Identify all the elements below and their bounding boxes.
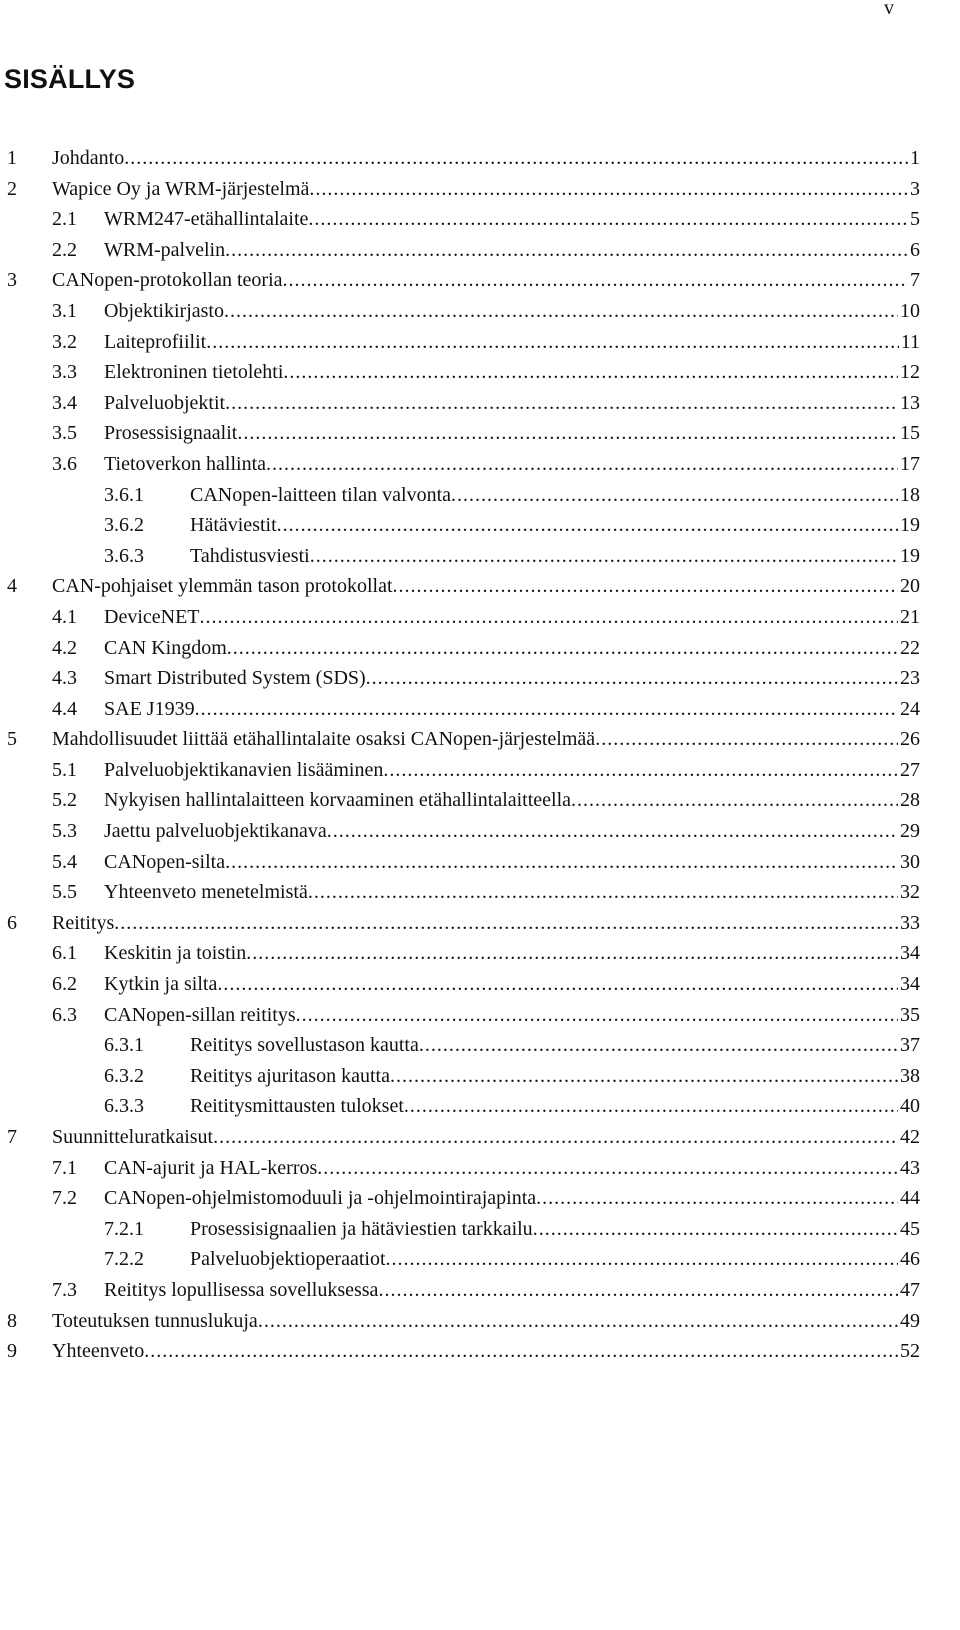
dot-leader bbox=[195, 694, 898, 725]
toc-entry-number: 4.2 bbox=[52, 636, 77, 659]
dot-leader bbox=[296, 1000, 898, 1031]
toc-entry-leader-line bbox=[190, 1214, 898, 1245]
toc-entry-number: 6.3 bbox=[52, 1003, 77, 1026]
toc-entry-number: 6 bbox=[7, 911, 17, 934]
dot-leader bbox=[393, 571, 899, 602]
toc-entry-number: 3.6.2 bbox=[104, 514, 144, 537]
toc-entry-leader-line bbox=[104, 388, 898, 419]
toc-entry[interactable] bbox=[0, 1244, 960, 1275]
toc-entry-leader-line bbox=[104, 449, 898, 480]
toc-entry-title: Nykyisen hallintalaitteen korvaaminen etähallintalaitteella bbox=[104, 789, 572, 812]
toc-entry-number: 6.3.3 bbox=[104, 1095, 144, 1118]
toc-entry-leader-line bbox=[52, 265, 908, 296]
dot-leader bbox=[225, 388, 898, 419]
toc-entry[interactable] bbox=[0, 1306, 960, 1337]
toc-entry[interactable] bbox=[0, 388, 960, 419]
toc-entry-title: Johdanto bbox=[52, 147, 125, 169]
dot-leader bbox=[309, 174, 908, 205]
dot-leader bbox=[451, 480, 898, 511]
dot-leader bbox=[225, 847, 898, 878]
toc-entry[interactable] bbox=[0, 327, 960, 358]
toc-entry-page-number: 7 bbox=[910, 269, 920, 292]
toc-entry[interactable] bbox=[0, 1000, 960, 1031]
toc-entry[interactable] bbox=[0, 1091, 960, 1122]
toc-entry-page-number: 37 bbox=[900, 1034, 920, 1057]
toc-entry-title: Objektikirjasto bbox=[104, 299, 224, 322]
toc-entry-title: Suunnitteluratkaisut bbox=[52, 1126, 214, 1148]
toc-entry-page-number: 15 bbox=[900, 422, 920, 445]
toc-entry-leader-line bbox=[104, 235, 908, 266]
toc-entry-leader-line bbox=[52, 1336, 898, 1367]
toc-entry[interactable] bbox=[0, 969, 960, 1000]
toc-entry-number: 5.1 bbox=[52, 758, 77, 781]
toc-entry-page-number: 3 bbox=[910, 177, 920, 200]
dot-leader bbox=[327, 816, 898, 847]
dot-leader bbox=[283, 357, 898, 388]
toc-entry[interactable] bbox=[0, 663, 960, 694]
toc-entry-leader-line bbox=[104, 1153, 898, 1184]
toc-entry-page-number: 33 bbox=[900, 911, 920, 934]
toc-entry-leader-line bbox=[104, 633, 898, 664]
toc-entry-page-number: 45 bbox=[900, 1217, 920, 1240]
toc-entry-number: 3.3 bbox=[52, 361, 77, 384]
toc-entry-leader-line bbox=[52, 571, 898, 602]
toc-entry-title: Reititys sovellustason kautta bbox=[190, 1034, 419, 1057]
toc-entry-leader-line bbox=[52, 143, 908, 174]
toc-entry-title: CAN-ajurit ja HAL-kerros bbox=[104, 1156, 318, 1179]
toc-entry-page-number: 44 bbox=[900, 1187, 920, 1210]
toc-entry-leader-line bbox=[104, 694, 898, 725]
toc-entry-leader-line bbox=[104, 938, 898, 969]
toc-entry-leader-line bbox=[104, 969, 898, 1000]
toc-entry-page-number: 34 bbox=[900, 942, 920, 965]
dot-leader bbox=[383, 755, 898, 786]
toc-entry[interactable] bbox=[0, 204, 960, 235]
toc-entry-title: Tahdistusviesti bbox=[190, 544, 310, 567]
toc-entry-leader-line bbox=[104, 296, 898, 327]
toc-entry[interactable] bbox=[0, 785, 960, 816]
toc-entry[interactable] bbox=[0, 1153, 960, 1184]
dot-leader bbox=[386, 1244, 899, 1275]
toc-entry-title: SAE J1939 bbox=[104, 697, 195, 720]
dot-leader bbox=[378, 1275, 898, 1306]
toc-entry-leader-line bbox=[104, 418, 898, 449]
toc-entry-page-number: 6 bbox=[910, 238, 920, 261]
toc-entry-leader-line bbox=[190, 510, 898, 541]
toc-entry[interactable] bbox=[0, 1183, 960, 1214]
toc-entry-page-number: 32 bbox=[900, 881, 920, 904]
toc-entry-page-number: 5 bbox=[910, 208, 920, 231]
toc-entry-title: Palveluobjektioperaatiot bbox=[190, 1248, 386, 1271]
toc-entry-page-number: 35 bbox=[900, 1003, 920, 1026]
toc-entry[interactable] bbox=[0, 877, 960, 908]
toc-entry-leader-line bbox=[52, 1122, 898, 1153]
toc-entry-page-number: 30 bbox=[900, 850, 920, 873]
toc-entry-title: CAN Kingdom bbox=[104, 636, 227, 659]
dot-leader bbox=[114, 908, 898, 939]
toc-entry[interactable] bbox=[0, 174, 960, 205]
toc-entry[interactable] bbox=[0, 265, 960, 296]
toc-entry-number: 1 bbox=[7, 147, 17, 169]
toc-entry-number: 6.3.2 bbox=[104, 1064, 144, 1087]
toc-entry-number: 3.5 bbox=[52, 422, 77, 445]
dot-leader bbox=[266, 449, 898, 480]
toc-entry-title: CANopen-laitteen tilan valvonta bbox=[190, 483, 452, 506]
toc-entry-leader-line bbox=[104, 602, 898, 633]
toc-entry-leader-line bbox=[104, 663, 898, 694]
toc-entry-number: 5.4 bbox=[52, 850, 77, 873]
toc-entry-title: Reititys lopullisessa sovelluksessa bbox=[104, 1278, 379, 1301]
toc-entry-page-number: 11 bbox=[900, 330, 920, 353]
toc-entry-page-number: 24 bbox=[900, 697, 920, 720]
toc-entry-title: CANopen-ohjelmistomoduuli ja -ohjelmointirajapinta bbox=[104, 1187, 537, 1210]
toc-entry-number: 9 bbox=[7, 1340, 17, 1363]
toc-entry-title: WRM-palvelin bbox=[104, 238, 226, 261]
toc-entry[interactable] bbox=[0, 1336, 960, 1367]
toc-entry-number: 7.2.2 bbox=[104, 1248, 144, 1271]
toc-entry-number: 3.6.1 bbox=[104, 483, 144, 506]
dot-leader bbox=[308, 877, 898, 908]
toc-entry-page-number: 12 bbox=[900, 361, 920, 384]
toc-entry-number: 8 bbox=[7, 1309, 17, 1332]
toc-entry-number: 6.2 bbox=[52, 973, 77, 996]
toc-entry[interactable] bbox=[0, 908, 960, 939]
toc-entry-title: Prosessisignaalit bbox=[104, 422, 238, 445]
toc-entry-page-number: 27 bbox=[900, 758, 920, 781]
toc-entry-title: Prosessisignaalien ja hätäviestien tarkkailu bbox=[190, 1217, 533, 1240]
toc-entry-number: 3.1 bbox=[52, 299, 77, 322]
toc-entry-page-number: 21 bbox=[900, 605, 920, 628]
toc-entry[interactable] bbox=[0, 1030, 960, 1061]
toc-entry[interactable] bbox=[0, 418, 960, 449]
toc-entry-number: 7 bbox=[7, 1126, 17, 1148]
dot-leader bbox=[258, 1306, 898, 1337]
toc-entry[interactable] bbox=[0, 816, 960, 847]
toc-entry-leader-line bbox=[52, 174, 908, 205]
toc-entry-page-number: 17 bbox=[900, 452, 920, 475]
toc-entry-number: 7.1 bbox=[52, 1156, 77, 1179]
toc-entry-leader-line bbox=[190, 541, 898, 572]
toc-entry-leader-line bbox=[104, 847, 898, 878]
toc-entry-page-number: 20 bbox=[900, 575, 920, 598]
toc-entry-page-number: 26 bbox=[900, 728, 920, 751]
toc-entry[interactable] bbox=[0, 633, 960, 664]
dot-leader bbox=[533, 1214, 898, 1245]
toc-entry[interactable] bbox=[0, 296, 960, 327]
toc-entry[interactable] bbox=[0, 1214, 960, 1245]
toc-entry-number: 7.2 bbox=[52, 1187, 77, 1210]
toc-entry-page-number: 43 bbox=[900, 1156, 920, 1179]
toc-entry[interactable] bbox=[0, 1275, 960, 1306]
toc-entry[interactable] bbox=[0, 571, 960, 602]
dot-leader bbox=[310, 541, 898, 572]
toc-entry-page-number: 49 bbox=[900, 1309, 920, 1332]
toc-entry[interactable] bbox=[0, 724, 960, 755]
toc-entry-page-number: 34 bbox=[900, 973, 920, 996]
toc-entry-number: 3.2 bbox=[52, 330, 77, 353]
dot-leader bbox=[595, 724, 898, 755]
dot-leader bbox=[571, 785, 898, 816]
dot-leader bbox=[277, 510, 898, 541]
toc-entry-number: 2.2 bbox=[52, 238, 77, 261]
toc-entry-number: 2.1 bbox=[52, 208, 77, 231]
toc-entry-leader-line bbox=[104, 204, 908, 235]
toc-entry-leader-line bbox=[190, 1030, 898, 1061]
page-number: v bbox=[884, 0, 894, 19]
toc-entry-title: Kytkin ja silta bbox=[104, 973, 218, 996]
toc-entry-page-number: 22 bbox=[900, 636, 920, 659]
toc-entry-title: Elektroninen tietolehti bbox=[104, 361, 284, 384]
toc-entry-title: WRM247-etähallintalaite bbox=[104, 208, 309, 231]
dot-leader bbox=[390, 1061, 898, 1092]
toc-entry-page-number: 46 bbox=[900, 1248, 920, 1271]
toc-entry-leader-line bbox=[190, 480, 898, 511]
dot-leader bbox=[200, 602, 898, 633]
toc-entry-title: Reititysmittausten tulokset bbox=[190, 1095, 404, 1118]
toc-entry-leader-line bbox=[104, 1000, 898, 1031]
toc-entry-number: 5 bbox=[7, 728, 17, 751]
toc-entry[interactable] bbox=[0, 143, 960, 174]
dot-leader bbox=[224, 296, 898, 327]
toc-entry-title: Toteutuksen tunnuslukuja bbox=[52, 1309, 258, 1332]
dot-leader bbox=[225, 235, 908, 266]
toc-entry-title: CAN-pohjaiset ylemmän tason protokollat bbox=[52, 575, 393, 598]
toc-entry-number: 4 bbox=[7, 575, 17, 598]
toc-entry-leader-line bbox=[104, 1275, 898, 1306]
dot-leader bbox=[308, 204, 908, 235]
toc-entry-title: Wapice Oy ja WRM-järjestelmä bbox=[52, 177, 310, 200]
toc-entry-page-number: 28 bbox=[900, 789, 920, 812]
toc-entry-number: 5.2 bbox=[52, 789, 77, 812]
toc-entry-leader-line bbox=[104, 1183, 898, 1214]
toc-entry-page-number: 1 bbox=[910, 147, 920, 169]
dot-leader bbox=[404, 1091, 898, 1122]
toc-entry[interactable] bbox=[0, 1122, 960, 1153]
toc-entry[interactable] bbox=[0, 938, 960, 969]
toc-entry-number: 2 bbox=[7, 177, 17, 200]
toc-entry[interactable] bbox=[0, 235, 960, 266]
toc-entry-number: 3.6.3 bbox=[104, 544, 144, 567]
toc-entry-leader-line bbox=[104, 357, 898, 388]
toc-entry[interactable] bbox=[0, 1061, 960, 1092]
table-of-contents bbox=[0, 143, 960, 1367]
toc-entry-page-number: 23 bbox=[900, 667, 920, 690]
dot-leader bbox=[124, 143, 908, 174]
toc-entry-number: 7.3 bbox=[52, 1278, 77, 1301]
toc-entry-leader-line bbox=[190, 1061, 898, 1092]
toc-entry-page-number: 13 bbox=[900, 391, 920, 414]
toc-entry[interactable] bbox=[0, 694, 960, 725]
toc-entry-title: Reititys ajuritason kautta bbox=[190, 1064, 390, 1087]
toc-entry-page-number: 19 bbox=[900, 544, 920, 567]
toc-entry-number: 4.4 bbox=[52, 697, 77, 720]
toc-entry-number: 6.3.1 bbox=[104, 1034, 144, 1057]
toc-entry-title: Keskitin ja toistin bbox=[104, 942, 247, 965]
toc-entry-title: Hätäviestit bbox=[190, 514, 277, 537]
dot-leader bbox=[536, 1183, 898, 1214]
toc-entry[interactable] bbox=[0, 449, 960, 480]
toc-entry-page-number: 19 bbox=[900, 514, 920, 537]
toc-entry-page-number: 42 bbox=[900, 1126, 920, 1148]
toc-entry[interactable] bbox=[0, 480, 960, 511]
toc-title: SISÄLLYS bbox=[4, 64, 136, 94]
toc-entry-title: CANopen-protokollan teoria bbox=[52, 269, 283, 292]
toc-entry-number: 4.1 bbox=[52, 605, 77, 628]
toc-entry-title: Jaettu palveluobjektikanava bbox=[104, 820, 327, 843]
dot-leader bbox=[206, 327, 899, 358]
dot-leader bbox=[217, 969, 898, 1000]
toc-entry-page-number: 40 bbox=[900, 1095, 920, 1118]
toc-entry-number: 5.3 bbox=[52, 820, 77, 843]
dot-leader bbox=[283, 265, 909, 296]
toc-entry-title: Reititys bbox=[52, 911, 115, 934]
toc-entry-leader-line bbox=[104, 816, 898, 847]
toc-entry-title: Yhteenveto menetelmistä bbox=[104, 881, 308, 904]
dot-leader bbox=[237, 418, 898, 449]
dot-leader bbox=[246, 938, 898, 969]
toc-entry-leader-line bbox=[190, 1091, 898, 1122]
toc-entry-title: Tietoverkon hallinta bbox=[104, 452, 267, 475]
toc-entry[interactable] bbox=[0, 847, 960, 878]
toc-entry[interactable] bbox=[0, 755, 960, 786]
dot-leader bbox=[317, 1153, 898, 1184]
toc-entry-title: Palveluobjektikanavien lisääminen bbox=[104, 758, 384, 781]
toc-entry-title: Mahdollisuudet liittää etähallintalaite osaksi CANopen-järjestelmää bbox=[52, 728, 596, 751]
toc-entry-page-number: 10 bbox=[900, 299, 920, 322]
toc-entry[interactable] bbox=[0, 602, 960, 633]
toc-entry-title: CANopen-silta bbox=[104, 850, 226, 873]
toc-entry-leader-line bbox=[190, 1244, 898, 1275]
toc-entry-page-number: 47 bbox=[900, 1278, 920, 1301]
toc-entry-title: Smart Distributed System (SDS) bbox=[104, 667, 366, 690]
toc-entry-leader-line bbox=[52, 1306, 898, 1337]
toc-entry-title: Palveluobjektit bbox=[104, 391, 226, 414]
toc-entry-leader-line bbox=[104, 785, 898, 816]
toc-entry-number: 5.5 bbox=[52, 881, 77, 904]
toc-entry-number: 3.4 bbox=[52, 391, 77, 414]
toc-entry-title: Laiteprofiilit bbox=[104, 330, 207, 353]
toc-entry-number: 7.2.1 bbox=[104, 1217, 144, 1240]
toc-entry-number: 3.6 bbox=[52, 452, 77, 475]
toc-entry-number: 4.3 bbox=[52, 667, 77, 690]
dot-leader bbox=[227, 633, 898, 664]
toc-entry-title: DeviceNET bbox=[104, 605, 200, 628]
dot-leader bbox=[366, 663, 898, 694]
toc-entry-leader-line bbox=[52, 908, 898, 939]
toc-entry-leader-line bbox=[104, 327, 899, 358]
toc-entry[interactable] bbox=[0, 510, 960, 541]
toc-entry-leader-line bbox=[104, 755, 898, 786]
toc-entry-leader-line bbox=[52, 724, 898, 755]
toc-entry-title: Yhteenveto bbox=[52, 1340, 145, 1363]
toc-entry-page-number: 52 bbox=[900, 1340, 920, 1363]
toc-entry[interactable] bbox=[0, 541, 960, 572]
toc-entry-title: CANopen-sillan reititys bbox=[104, 1003, 296, 1026]
dot-leader bbox=[144, 1336, 898, 1367]
toc-entry-leader-line bbox=[104, 877, 898, 908]
toc-entry-number: 6.1 bbox=[52, 942, 77, 965]
toc-entry-page-number: 29 bbox=[900, 820, 920, 843]
toc-entry-page-number: 38 bbox=[900, 1064, 920, 1087]
dot-leader bbox=[213, 1122, 898, 1153]
toc-entry-number: 3 bbox=[7, 269, 17, 292]
toc-entry-page-number: 18 bbox=[900, 483, 920, 506]
toc-entry[interactable] bbox=[0, 357, 960, 388]
dot-leader bbox=[419, 1030, 898, 1061]
